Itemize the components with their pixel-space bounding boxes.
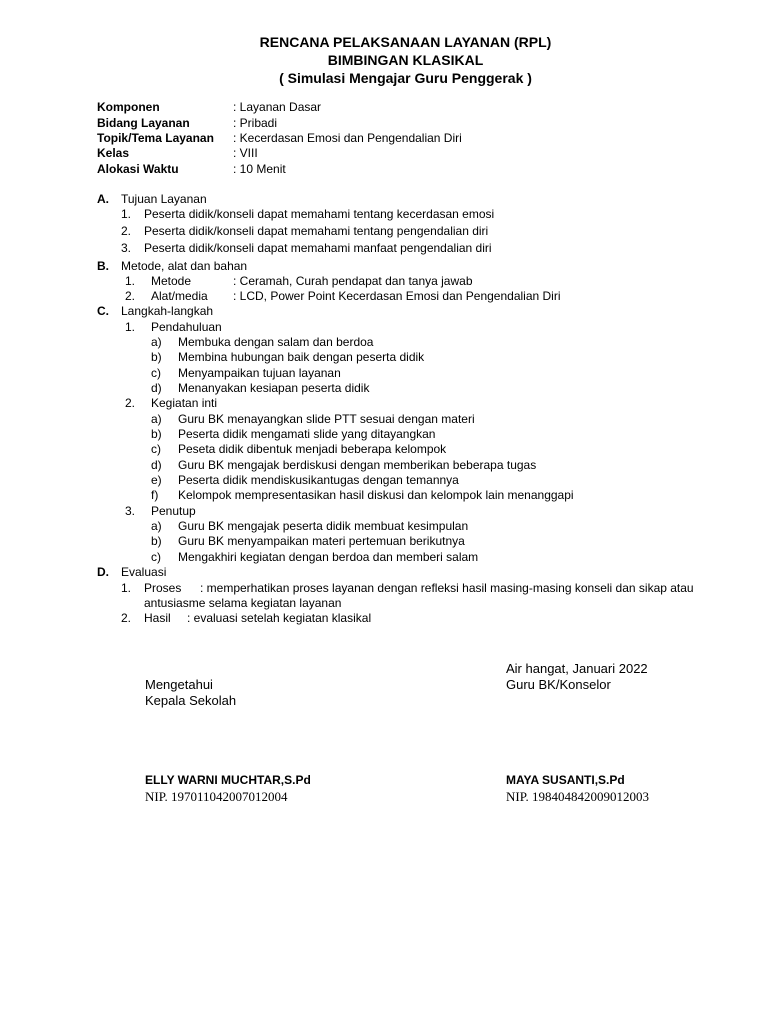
section-a-marker: A. (97, 192, 109, 206)
identity-label-bidang: Bidang Layanan (97, 116, 190, 130)
section-d-item-1-label: Proses (144, 581, 182, 595)
principal-nip: NIP. 197011042007012004 (145, 789, 288, 804)
section-b-item-2-text: : LCD, Power Point Kecerdasan Emosi dan Pengendalian Diri (233, 289, 561, 303)
c-group-2-item-c: Peseta didik dibentuk menjadi beberapa kelompok (178, 442, 447, 456)
section-b-item-2-num: 2. (125, 289, 136, 303)
identity-value-bidang: : Pribadi (233, 116, 278, 130)
section-d-marker: D. (97, 565, 109, 579)
section-d-item-2-num: 2. (121, 611, 132, 625)
c-group-1-item-b: Membina hubungan baik dengan peserta didik (178, 350, 425, 364)
principal-role: Kepala Sekolah (145, 693, 237, 708)
title-bimbingan: BIMBINGAN KLASIKAL (327, 52, 484, 68)
c-group-3-item-c: Mengakhiri kegiatan dengan berdoa dan memberi salam (178, 550, 479, 564)
c-group-2-item-a: Guru BK menayangkan slide PTT sesuai dengan materi (178, 412, 475, 426)
c-group-2-item-b-letter: b) (151, 427, 162, 441)
c-group-3-item-b: Guru BK menyampaikan materi pertemuan berikutnya (178, 534, 465, 548)
section-a-item-1: Peserta didik/konseli dapat memahami tentang kecerdasan emosi (144, 207, 495, 221)
identity-value-komponen: : Layanan Dasar (233, 100, 322, 114)
section-a-title: Tujuan Layanan (121, 192, 207, 206)
section-a-item-3: Peserta didik/konseli dapat memahami manfaat pengendalian diri (144, 241, 492, 255)
section-b-item-1-text: : Ceramah, Curah pendapat dan tanya jawab (233, 274, 473, 288)
section-b-marker: B. (97, 259, 109, 273)
c-group-1-item-b-letter: b) (151, 350, 162, 364)
section-a-item-1-num: 1. (121, 207, 132, 221)
section-d-title: Evaluasi (121, 565, 167, 579)
c-group-2-item-d-letter: d) (151, 458, 162, 472)
counselor-name: MAYA SUSANTI,S.Pd (506, 773, 625, 787)
c-group-3-item-a-letter: a) (151, 519, 162, 533)
c-group-3-num: 3. (125, 504, 136, 518)
section-a-item-2: Peserta didik/konseli dapat memahami tentang pengendalian diri (144, 224, 489, 238)
section-c-title: Langkah-langkah (121, 304, 214, 318)
c-group-2-item-f-letter: f) (151, 488, 159, 502)
section-d-item-1-text: : memperhatikan proses layanan dengan refleksi hasil masing-masing konseli dan sikap atau (200, 581, 694, 595)
c-group-3-title: Penutup (151, 504, 196, 518)
place-date: Air hangat, Januari 2022 (506, 661, 648, 676)
c-group-2-item-d: Guru BK mengajak berdiskusi dengan memberikan beberapa tugas (178, 458, 537, 472)
c-group-2-item-f: Kelompok mempresentasikan hasil diskusi dan kelompok lain menanggapi (178, 488, 574, 502)
identity-value-kelas: : VIII (233, 146, 258, 160)
section-d-item-1-num: 1. (121, 581, 132, 595)
section-d-item-2-text: : evaluasi setelah kegiatan klasikal (187, 611, 372, 625)
c-group-2-title: Kegiatan inti (151, 396, 218, 410)
c-group-2-num: 2. (125, 396, 136, 410)
c-group-1-item-d-letter: d) (151, 381, 162, 395)
c-group-2-item-e: Peserta didik mendiskusikantugas dengan temannya (178, 473, 459, 487)
identity-label-komponen: Komponen (97, 100, 160, 114)
section-d-item-1-text-cont: antusiasme selama kegiatan layanan (144, 596, 342, 610)
section-b-item-2-label: Alat/media (151, 289, 208, 303)
section-b-title: Metode, alat dan bahan (121, 259, 248, 273)
identity-label-kelas: Kelas (97, 146, 130, 160)
c-group-1-item-d: Menanyakan kesiapan peserta didik (178, 381, 370, 395)
c-group-2-item-a-letter: a) (151, 412, 162, 426)
section-b-item-1-num: 1. (125, 274, 136, 288)
c-group-3-item-a: Guru BK mengajak peserta didik membuat kesimpulan (178, 519, 469, 533)
c-group-2-item-e-letter: e) (151, 473, 162, 487)
section-a-item-3-num: 3. (121, 241, 132, 255)
identity-value-topik: : Kecerdasan Emosi dan Pengendalian Diri (233, 131, 462, 145)
section-d-item-2-label: Hasil (144, 611, 171, 625)
title-simulasi: ( Simulasi Mengajar Guru Penggerak ) (279, 70, 532, 86)
c-group-1-item-a: Membuka dengan salam dan berdoa (178, 335, 374, 349)
c-group-2-item-c-letter: c) (151, 442, 161, 456)
c-group-1-title: Pendahuluan (151, 320, 222, 334)
counselor-nip: NIP. 198404842009012003 (506, 789, 650, 804)
identity-label-alokasi: Alokasi Waktu (97, 162, 179, 176)
c-group-3-item-c-letter: c) (151, 550, 161, 564)
c-group-1-item-c-letter: c) (151, 366, 161, 380)
section-c-marker: C. (97, 304, 109, 318)
title-rpl: RENCANA PELAKSANAAN LAYANAN (RPL) (259, 34, 552, 50)
c-group-1-item-a-letter: a) (151, 335, 162, 349)
counselor-role: Guru BK/Konselor (506, 677, 611, 692)
section-a-item-2-num: 2. (121, 224, 132, 238)
approval-label: Mengetahui (145, 677, 213, 692)
identity-value-alokasi: : 10 Menit (233, 162, 286, 176)
section-b-item-1-label: Metode (151, 274, 192, 288)
c-group-1-item-c: Menyampaikan tujuan layanan (178, 366, 341, 380)
c-group-3-item-b-letter: b) (151, 534, 162, 548)
identity-label-topik: Topik/Tema Layanan (97, 131, 214, 145)
c-group-2-item-b: Peserta didik mengamati slide yang ditayangkan (178, 427, 436, 441)
c-group-1-num: 1. (125, 320, 136, 334)
principal-name: ELLY WARNI MUCHTAR,S.Pd (145, 773, 311, 787)
